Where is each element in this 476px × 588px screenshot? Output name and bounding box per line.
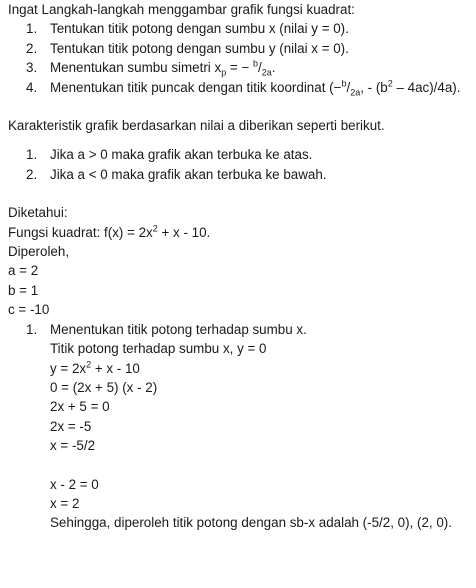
equation: $y = 2x^2 + x - 10$: [50, 359, 140, 376]
equation: 2x + 5 = 0: [50, 399, 110, 415]
function-definition: Fungsi kuadrat: $f(x) = 2x^2 + x - 10$.: [8, 223, 211, 240]
step-list: [8, 19, 470, 97]
equation: x = 2: [50, 495, 80, 511]
a-value: a = 2: [8, 263, 39, 279]
solution-body: Titik potong terhadap sumbu x, y = 0 $y = 2x^2 + x - 10$ 0 = (2x + 5) (x - 2) 2x + 5 = 0 2x = -5 x = -5/2 x - 2 = 0 x = 2 Sehingga, diperoleh titik potong dengan sb-x adalah (-5/2, 0), (2, 0).: [8, 339, 470, 533]
equation: 2x = -5: [50, 418, 92, 434]
conclusion-text: Sehingga, diperoleh titik potong dengan sb-x adalah (-5/2, 0), (2, 0).: [50, 515, 452, 531]
rule-list: [8, 145, 470, 184]
list-item: 2. Tentukan titik potong dengan sumbu y (nilai x = 0).: [26, 40, 349, 56]
list-item: 1. Jika a > 0 maka grafik akan terbuka ke atas.: [26, 147, 313, 163]
list-item: 3. Menentukan sumbu simetri $x_p$ = − $^b/_{2a}$.: [26, 58, 276, 78]
equation: 0 = (2x + 5) (x - 2): [50, 379, 158, 395]
solution-item: 1. Menentukan titik potong terhadap sumbu x.: [26, 321, 307, 337]
list-item: 1. Tentukan titik potong dengan sumbu x (nilai y = 0).: [26, 21, 349, 37]
equation: x - 2 = 0: [50, 476, 99, 492]
list-item: 4. Menentukan titik puncak dengan titik koordinat ($-^b/_{2a}$, - $(b^2 - 4ac)/4a$).: [26, 78, 461, 98]
obtained-label: Diperoleh,: [8, 244, 70, 260]
c-value: c = -10: [8, 302, 50, 318]
document-body: [8, 0, 470, 533]
characteristic-text: Karakteristik grafik berdasarkan nilai a diberikan seperti berikut.: [8, 118, 385, 134]
b-value: b = 1: [8, 282, 39, 298]
intro-text: Ingat Langkah-langkah menggambar grafik fungsi kuadrat:: [8, 2, 355, 17]
equation: x = -5/2: [50, 438, 96, 454]
list-item: 2. Jika a < 0 maka grafik akan terbuka ke bawah.: [26, 166, 327, 182]
given-label: Diketahui:: [8, 205, 68, 221]
